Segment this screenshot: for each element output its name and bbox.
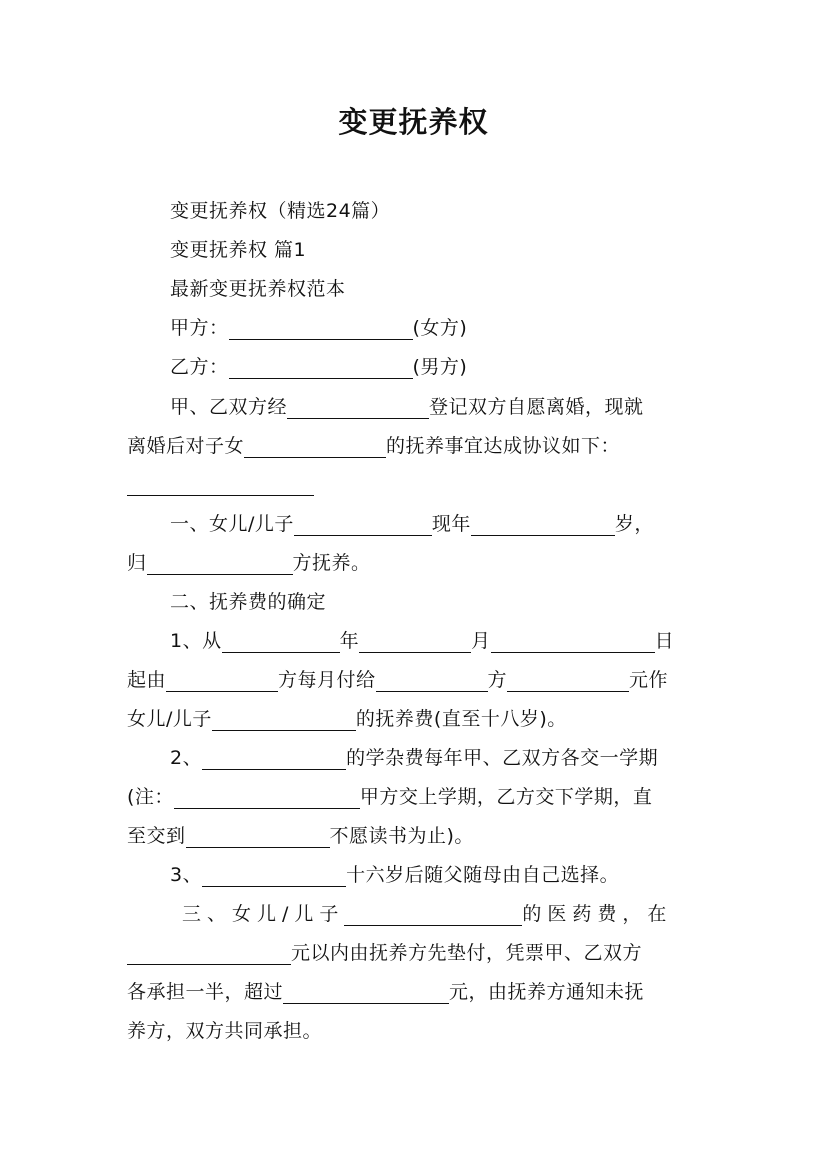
text: 方抚养。 [292, 552, 371, 574]
line-text [170, 395, 644, 419]
blank-field[interactable] [229, 358, 413, 379]
text: 起由 [127, 669, 167, 691]
line-text [127, 785, 652, 809]
text: 元作 [629, 669, 669, 691]
text: 元以内由抚养方先垫付，凭票甲、乙双方 [291, 942, 643, 964]
line-subtitle [170, 277, 346, 301]
text: (注： [127, 786, 174, 808]
blank-field[interactable] [127, 475, 314, 496]
line-text [170, 629, 674, 653]
text: 甲方： [170, 317, 229, 339]
text: 2、 [170, 747, 203, 769]
text: 归 [127, 552, 147, 574]
text: (男方) [412, 356, 468, 378]
line-text [127, 1019, 322, 1043]
blank-field[interactable] [212, 710, 356, 731]
text: 的医药费，在 [522, 903, 673, 925]
blank-field[interactable] [283, 983, 449, 1004]
text: 变更抚养权（精选24篇） [170, 200, 391, 222]
text: 最新变更抚养权范本 [170, 278, 346, 300]
line-text [127, 941, 642, 965]
blank-field[interactable] [359, 632, 471, 653]
line-heading [170, 590, 326, 614]
text: 的抚养事宜达成协议如下： [386, 435, 621, 457]
line-text [127, 551, 371, 575]
text: 三、女儿/儿子 [182, 903, 345, 925]
line-text [170, 512, 654, 536]
blank-field[interactable] [471, 515, 615, 536]
text: 至交到 [127, 825, 186, 847]
text: 1、从 [170, 630, 222, 652]
document-title: 变更抚养权 [338, 105, 489, 139]
text: 变更抚养权 篇1 [170, 239, 307, 261]
text: 乙方： [170, 356, 229, 378]
text: 十六岁后随父随母由自己选择。 [346, 864, 620, 886]
blank-field[interactable] [491, 632, 655, 653]
text: (女方) [412, 317, 468, 339]
line-text [127, 824, 474, 848]
text: 方每月付给 [278, 669, 376, 691]
blank-field[interactable] [294, 515, 432, 536]
text: 女儿/儿子 [127, 708, 212, 730]
blank-field[interactable] [222, 632, 340, 653]
text: 各承担一半，超过 [127, 981, 284, 1003]
blank-field[interactable] [287, 398, 429, 419]
blank-field[interactable] [229, 319, 413, 340]
text: 甲、乙双方经 [170, 396, 288, 418]
line-text [170, 746, 658, 770]
line-party-b [170, 355, 467, 379]
line-text [182, 902, 672, 926]
line-text [170, 863, 619, 887]
line-section [170, 238, 306, 262]
text: 养方，双方共同承担。 [127, 1020, 323, 1042]
text: 元，由抚养方通知未抚 [449, 981, 645, 1003]
text: 岁， [614, 513, 654, 535]
line-text [127, 980, 644, 1004]
line-blank [127, 472, 314, 496]
text: 月 [471, 630, 491, 652]
blank-field[interactable] [244, 437, 386, 458]
text: 离婚后对子女 [127, 435, 245, 457]
blank-field[interactable] [507, 671, 629, 692]
text: 不愿读书为止)。 [329, 825, 474, 847]
blank-field[interactable] [147, 554, 293, 575]
text: 一、女儿/儿子 [170, 513, 294, 535]
line-text [127, 668, 668, 692]
text: 年 [339, 630, 360, 652]
text: 的抚养费(直至十八岁)。 [355, 708, 567, 730]
text: 甲方交上学期，乙方交下学期，直 [359, 786, 653, 808]
text: 现年 [431, 513, 471, 535]
line-text [127, 707, 567, 731]
text: 的学杂费每年甲、乙双方各交一学期 [346, 747, 659, 769]
blank-field[interactable] [186, 827, 330, 848]
blank-field[interactable] [166, 671, 278, 692]
text: 二、抚养费的确定 [170, 591, 327, 613]
line-text [127, 434, 620, 458]
text: 登记双方自愿离婚，现就 [429, 396, 644, 418]
blank-field[interactable] [376, 671, 488, 692]
blank-field[interactable] [174, 788, 360, 809]
line-heading [170, 199, 390, 223]
line-party-a [170, 316, 467, 340]
blank-field[interactable] [127, 944, 291, 965]
blank-field[interactable] [202, 866, 346, 887]
text: 方 [487, 669, 508, 691]
text: 日 [654, 630, 675, 652]
text: 3、 [170, 864, 203, 886]
blank-field[interactable] [344, 905, 522, 926]
blank-field[interactable] [202, 749, 346, 770]
